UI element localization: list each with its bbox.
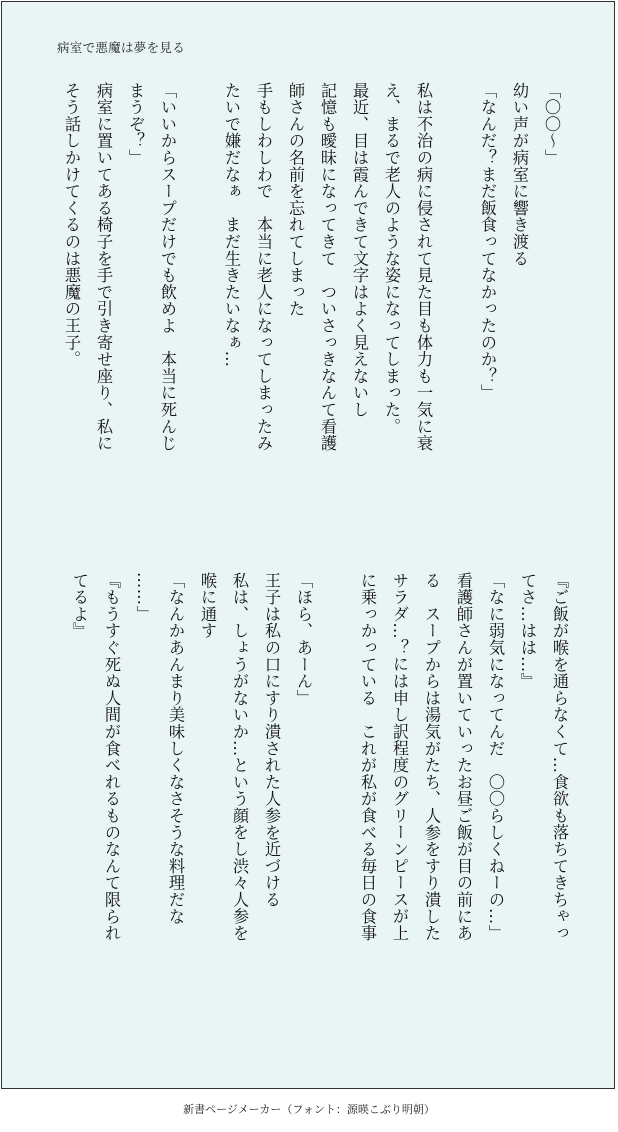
text-line: ……」 [134, 572, 153, 623]
text-line: 看護師さんが置いていったお昼ご飯が目の前にあ [454, 572, 473, 942]
text-line: 病室に置いてある椅子を手で引き寄せ座り、私に [94, 82, 113, 452]
lower-text-block [63, 572, 575, 1032]
text-line: 『ご飯が喉を通らなくて…食欲も落ちてきちゃっ [550, 572, 569, 942]
text-line: 「なんかあんまり美味しくなさそうな料理だな [166, 572, 185, 925]
text-line: てさ…はは…』 [518, 572, 537, 690]
text-line: え、まるで老人のような姿になってしまった。 [382, 82, 401, 435]
footer-credit: 新書ページメーカー（フォント：源暎こぶり明朝） [183, 1103, 435, 1116]
text-line: 手もしわしわで 本当に老人になってしまったみ [254, 82, 273, 452]
text-line: 「ほら、あーん」 [294, 572, 313, 707]
book-page [1, 1, 615, 1089]
text-line: そう話しかけてくるのは悪魔の王子。 [62, 82, 81, 368]
text-line: 「いいからスープだけでも飲めよ 本当に死んじ [158, 82, 177, 452]
text-line: 喉に通す [198, 572, 217, 640]
text-line: まうぞ？」 [126, 82, 145, 166]
text-line: てるよ』 [70, 572, 89, 640]
text-line: 幼い声が病室に響き渡る [510, 82, 529, 267]
text-line: る スープからは湯気がたち、人参をすり潰した [422, 572, 441, 942]
text-line: に乗っかっている これが私が食べる毎日の食事 [358, 572, 377, 942]
text-line: たいで嫌だなぁ まだ生きたいなぁ… [222, 82, 241, 368]
page-title: 病室で悪魔は夢を見る [57, 40, 186, 55]
text-line [319, 572, 351, 1032]
text-line: 師さんの名前を忘れてしまった [286, 82, 305, 318]
text-line [439, 82, 471, 552]
text-line: 「なに弱気になってんだ 〇〇らしくねーの…」 [486, 572, 505, 942]
text-line [183, 82, 215, 552]
text-line: 王子は私の口にすり潰された人参を近づける [262, 572, 281, 908]
text-line: 私は不治の病に侵されて見た目も体力も一気に衰 [414, 82, 433, 452]
upper-text-block [55, 82, 567, 552]
text-line: 最近、目は霞んできて文字はよく見えないし [350, 82, 369, 418]
text-line: 「〇〇〜」 [542, 82, 561, 166]
text-line: サラダ…？には申し訳程度のグリーンピースが上 [390, 572, 409, 942]
text-line: 記憶も曖昧になってきて ついさっきなんて看護 [318, 82, 337, 452]
text-line: 私は、しょうがないか…という顔をし渋々人参を [230, 572, 249, 942]
text-line: 「なんだ？まだ飯食ってなかったのか？」 [478, 82, 497, 402]
text-line: 『もうすぐ死ぬ人間が食べれるものなんて限られ [102, 572, 121, 942]
